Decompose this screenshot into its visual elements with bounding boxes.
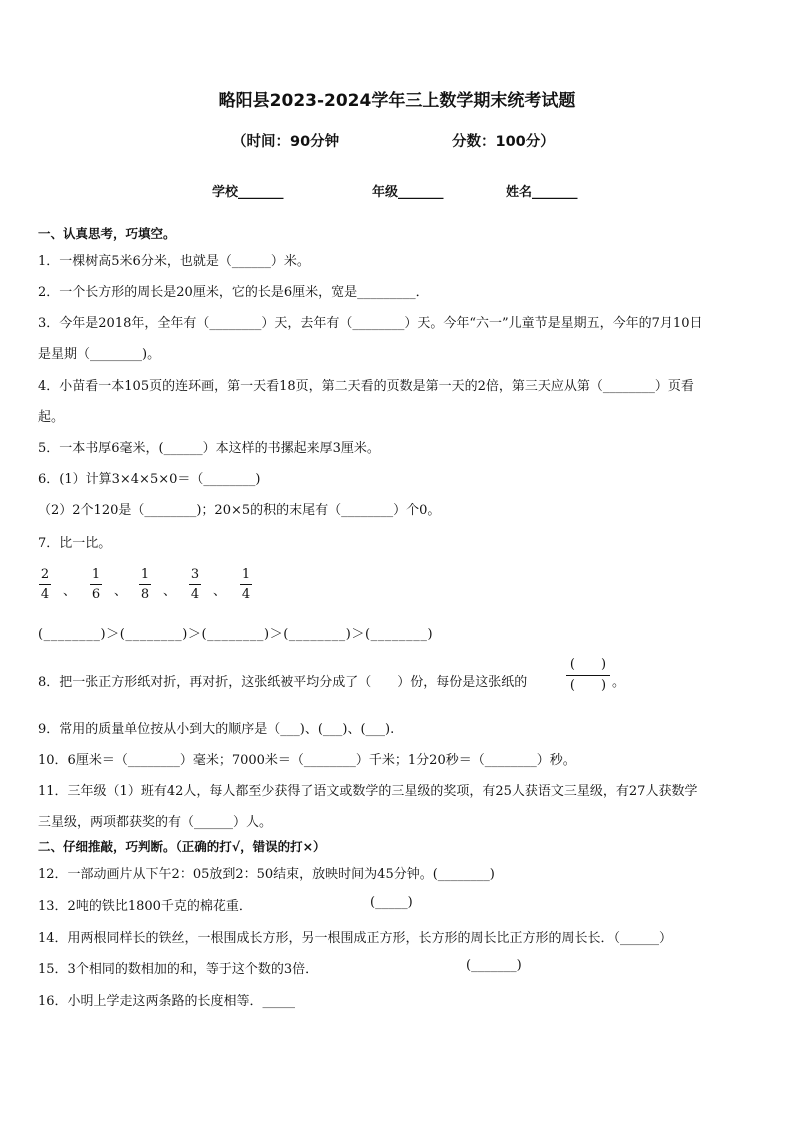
fraction-denominator-blank: ( ) — [569, 678, 607, 693]
name-field: 姓名_______ — [506, 185, 578, 200]
fraction-numerator: 2 — [40, 567, 50, 582]
fraction-separator: 、 — [114, 584, 128, 599]
fraction-numerator: 1 — [241, 567, 251, 582]
fraction-numerator: 1 — [140, 567, 150, 582]
fraction-separator: 、 — [63, 584, 77, 599]
question-5: 5．一本书厚6毫米，(______）本这样的书摞起来厚3厘米。 — [38, 441, 380, 456]
question-13-answer-blank: (_____) — [370, 895, 413, 910]
fraction-denominator: 4 — [241, 587, 251, 602]
question-10: 10．6厘米＝（________）毫米；7000米＝（________）千米；1分20秒＝（________）秒。 — [38, 753, 576, 768]
question-8: 8．把一张正方形纸对折，再对折，这张纸被平均分成了（ ）份，每份是这张纸的 — [38, 675, 528, 690]
school-field: 学校_______ — [212, 185, 284, 200]
exam-title: 略阳县2023-2024学年三上数学期末统考试题 — [218, 91, 576, 111]
fraction-bar — [139, 584, 151, 585]
fraction-1-4 — [238, 566, 254, 603]
fraction-denominator: 4 — [40, 587, 50, 602]
fraction-3-4 — [187, 566, 203, 603]
question-16: 16．小明上学走这两条路的长度相等．_____ — [38, 994, 296, 1009]
fraction-numerator: 1 — [91, 567, 101, 582]
question-4-line-2: 起。 — [38, 410, 65, 425]
section-2-heading: 二、仔细推敲，巧判断。（正确的打√，错误的打×） — [38, 839, 326, 854]
question-7-comparison: (________)＞(________)＞(________)＞(________)＞(________) — [38, 627, 434, 642]
fraction-bar — [240, 584, 252, 585]
question-11-line-2: 三星级，两项都获奖的有（______）人。 — [38, 815, 273, 830]
fraction-bar — [189, 584, 201, 585]
fraction-numerator: 3 — [190, 567, 200, 582]
question-3-line-2: 是星期（________)。 — [38, 347, 161, 362]
question-4-line-1: 4．小苗看一本105页的连环画，第一天看18页，第二天看的页数是第一天的2倍，第三天应从第（________）页看 — [38, 379, 694, 394]
fraction-bar — [39, 584, 51, 585]
question-6-part-1: 6．(1）计算3×4×5×0＝（________) — [38, 472, 261, 487]
fraction-1-6 — [88, 566, 104, 603]
fraction-denominator: 8 — [140, 587, 150, 602]
question-9: 9．常用的质量单位按从小到大的顺序是（___)、(___)、(___). — [38, 722, 395, 737]
grade-field: 年级_______ — [372, 185, 444, 200]
fraction-2-4 — [37, 566, 53, 603]
section-1-heading: 一、认真思考，巧填空。 — [38, 226, 176, 241]
fraction-separator: 、 — [163, 584, 177, 599]
fraction-1-8 — [137, 566, 153, 603]
fraction-bar — [90, 584, 102, 585]
fraction-numerator-blank: ( ) — [569, 657, 607, 672]
fraction-bar — [566, 675, 610, 676]
question-15: 15．3个相同的数相加的和，等于这个数的3倍． — [38, 962, 319, 977]
question-6-part-2: （2）2个120是（________)；20×5的积的末尾有（________）个0。 — [38, 503, 441, 518]
question-2: 2．一个长方形的周长是20厘米，它的长是6厘米，宽是_________． — [38, 285, 429, 300]
question-11-line-1: 11．三年级（1）班有42人，每人都至少获得了语文或数学的三星级的奖项，有25人获语文三星级，有27人获数学 — [38, 784, 698, 799]
exam-time: （时间：90分钟 — [232, 134, 340, 150]
fraction-denominator: 6 — [91, 587, 101, 602]
question-13: 13．2吨的铁比1800千克的棉花重． — [38, 899, 252, 914]
question-15-answer-blank: (_______) — [466, 958, 522, 973]
question-7: 7．比一比。 — [38, 536, 112, 551]
exam-score: 分数：100分） — [452, 134, 555, 150]
question-12: 12．一部动画片从下午2：05放到2：50结束，放映时间为45分钟。(________) — [38, 867, 495, 882]
fraction-separator: 、 — [213, 584, 227, 599]
question-3-line-1: 3．今年是2018年，全年有（________）天，去年有（________）天。今年“六一”儿童节是星期五，今年的7月10日 — [38, 316, 703, 331]
answer-fraction-blank — [566, 657, 610, 694]
question-14: 14．用两根同样长的铁丝，一根围成长方形，另一根围成正方形，长方形的周长比正方形的周长长．（______） — [38, 931, 673, 946]
fraction-denominator: 4 — [190, 587, 200, 602]
question-1: 1．一棵树高5米6分米，也就是（______）米。 — [38, 254, 310, 269]
question-8-end: 。 — [612, 675, 626, 690]
